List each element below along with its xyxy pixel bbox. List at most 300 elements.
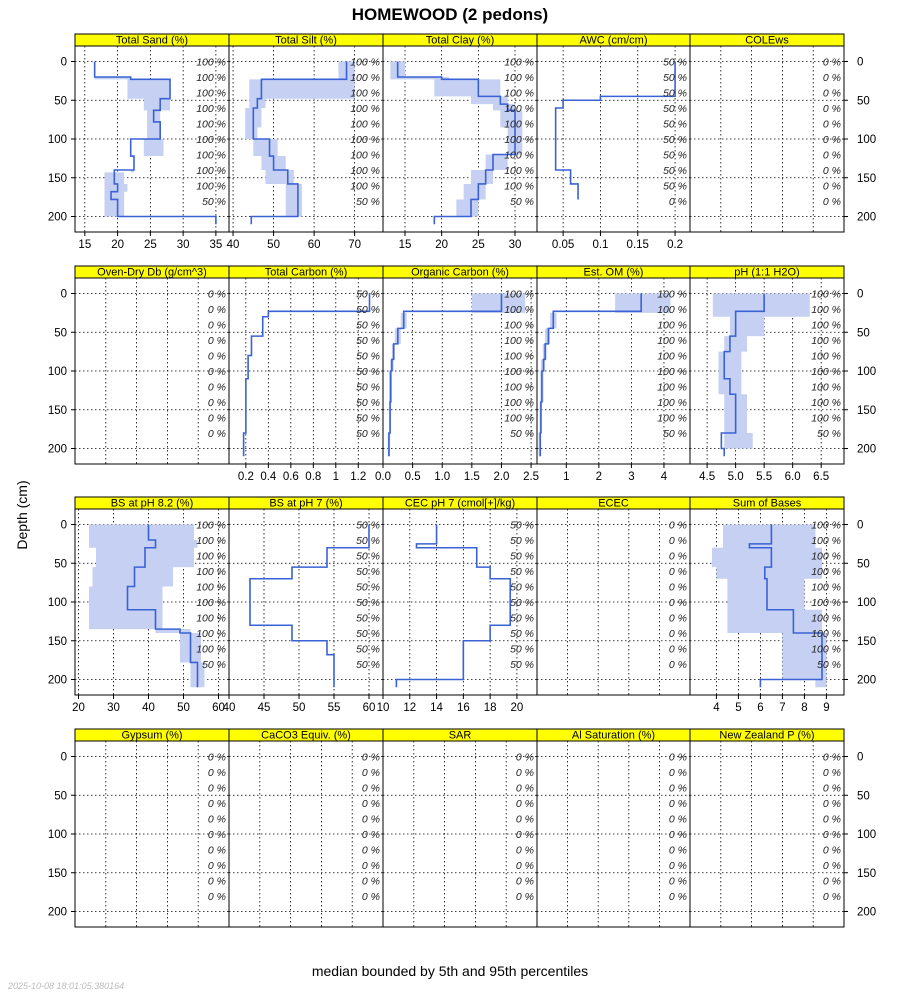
x-tick-label: 16 (456, 702, 470, 714)
panel-row-label: 0 % (822, 196, 841, 208)
panel-row-label: 0 % (207, 891, 226, 903)
panel-title: Oven-Dry Db (g/cm^3) (97, 266, 207, 279)
x-tick-label: 6.0 (784, 471, 801, 483)
y-tick-label: 100 (47, 597, 67, 609)
y-tick-label: 150 (47, 635, 67, 648)
panel-row-label: 100 % (504, 304, 534, 316)
x-tick-label: 6.5 (813, 471, 830, 483)
panel-row-label: 50 % (663, 87, 687, 100)
panel-14 (690, 497, 876, 714)
x-tick-label: 7 (779, 702, 786, 714)
panel-row-label: 100 % (811, 335, 841, 347)
panel-row-label: 100 % (504, 288, 534, 301)
panel-row-label: 50 % (356, 381, 380, 394)
y-tick-label: 150 (47, 404, 67, 417)
panel-title: Organic Carbon (%) (411, 266, 509, 279)
panel-row-label: 0 % (822, 134, 841, 146)
panel-row-label: 0 % (515, 875, 534, 888)
panel-row-label: 0 % (822, 103, 841, 115)
panel-row-label: 0 % (361, 813, 380, 826)
y-tick-label: 150 (47, 867, 67, 880)
x-tick-label: 0.2 (237, 471, 254, 483)
y-tick-label: 50 (857, 95, 870, 108)
panel-15 (48, 729, 229, 927)
panel-row-label: 0 % (361, 782, 380, 795)
panel-title: Est. OM (%) (583, 266, 644, 279)
panel-7 (375, 266, 539, 483)
panel-row-label: 50 % (356, 566, 380, 578)
panel-row-label: 100 % (196, 87, 226, 100)
x-tick-label: 0.1 (592, 239, 609, 251)
panel-title: Total Clay (%) (425, 34, 495, 47)
panel-16 (229, 729, 383, 927)
panel-row-label: 0 % (207, 875, 226, 888)
panel-row-label: 50 % (356, 366, 380, 378)
x-tick-label: 1.2 (350, 471, 367, 483)
panel-row-label: 50 % (510, 659, 534, 671)
panel-row-label: 100 % (504, 134, 534, 146)
panel-row-label: 100 % (196, 643, 226, 656)
panel-row-label: 100 % (504, 72, 534, 84)
panel-row-label: 50 % (663, 134, 687, 146)
x-tick-label: 40 (222, 702, 236, 714)
y-tick-label: 150 (47, 172, 67, 185)
panel-row-label: 100 % (811, 397, 841, 409)
y-tick-label: 100 (857, 134, 877, 146)
panel-row-label: 50 % (356, 288, 380, 301)
x-tick-label: 20 (72, 702, 85, 714)
panel-title: New Zealand P (%) (719, 729, 815, 742)
panel-row-label: 0 % (822, 87, 841, 100)
panel-row-label: 0 % (207, 335, 226, 347)
x-tick-label: 12 (403, 702, 417, 714)
x-tick-label: 1.5 (463, 471, 480, 483)
x-tick-label: 4.5 (699, 471, 716, 483)
x-tick-label: 50 (267, 239, 280, 251)
panel-row-label: 0 % (668, 566, 687, 578)
panel-row-label: 0 % (822, 844, 841, 857)
panel-row-label: 0 % (822, 829, 841, 841)
panel-row-label: 50 % (510, 196, 534, 208)
panel-row-label: 0 % (668, 844, 687, 857)
panel-row-label: 0 % (515, 829, 534, 841)
x-tick-label: 0.0 (375, 471, 391, 483)
panel-row-label: 0 % (822, 860, 841, 872)
panel-title: Total Silt (%) (275, 34, 337, 47)
x-tick-label: 20 (111, 239, 124, 251)
panel-row-label: 100 % (196, 118, 226, 131)
x-tick-label: 30 (508, 239, 522, 251)
x-tick-label: 1 (563, 471, 570, 483)
panel-row-label: 100 % (657, 397, 687, 409)
panel-row-label: 100 % (196, 103, 226, 115)
y-tick-label: 200 (47, 674, 67, 687)
panel-row-label: 0 % (515, 813, 534, 826)
panel-row-label: 50 % (510, 550, 534, 563)
panel-row-label: 0 % (822, 813, 841, 826)
panel-row-label: 0 % (361, 891, 380, 903)
timestamp-label: 2025-10-08 18:01:05.380164 (8, 981, 125, 991)
panel-row-label: 0 % (822, 149, 841, 162)
panel-row-label: 100 % (504, 165, 534, 177)
x-tick-label: 50 (177, 702, 190, 714)
y-tick-label: 200 (857, 443, 877, 456)
y-tick-label: 200 (857, 211, 877, 224)
y-tick-label: 150 (857, 404, 877, 417)
panel-row-label: 100 % (657, 381, 687, 394)
panel-row-label: 100 % (196, 519, 226, 532)
panel-row-label: 0 % (668, 597, 687, 609)
panel-row-label: 100 % (811, 643, 841, 656)
panel-row-label: 0 % (668, 581, 687, 594)
y-tick-label: 0 (60, 56, 67, 69)
panel-row-label: 50 % (663, 103, 687, 115)
panel-row-label: 100 % (811, 304, 841, 316)
panel-row-label: 100 % (811, 519, 841, 532)
x-tick-label: 30 (107, 702, 120, 714)
x-tick-label: 3 (628, 471, 635, 483)
y-tick-label: 0 (857, 288, 864, 301)
panel-row-label: 100 % (504, 381, 534, 394)
panel-row-label: 100 % (350, 180, 380, 193)
panel-row-label: 50 % (356, 412, 380, 425)
x-tick-label: 20 (435, 239, 449, 251)
x-tick-label: 60 (212, 702, 225, 714)
panel-row-label: 0 % (515, 891, 534, 903)
panel-row-label: 50 % (510, 597, 534, 609)
x-tick-label: 25 (143, 239, 157, 251)
panel-row-label: 0 % (668, 628, 687, 640)
panel-5 (48, 266, 229, 464)
panel-row-label: 0 % (361, 798, 380, 810)
y-tick-label: 50 (54, 790, 67, 803)
x-tick-label: 0.6 (282, 471, 299, 483)
panel-row-label: 0 % (207, 767, 226, 779)
y-tick-label: 200 (47, 443, 67, 456)
y-tick-label: 50 (857, 558, 870, 571)
x-tick-label: 60 (307, 239, 321, 251)
panel-row-label: 100 % (811, 597, 841, 609)
panel-row-label: 50 % (356, 304, 380, 316)
x-tick-label: 2 (595, 471, 603, 483)
x-tick-label: 35 (209, 239, 223, 251)
panel-row-label: 0 % (822, 56, 841, 69)
panel-row-label: 100 % (504, 366, 534, 378)
y-tick-label: 50 (54, 327, 67, 340)
y-tick-label: 100 (857, 829, 877, 841)
panel-title: Al Saturation (%) (571, 729, 656, 742)
x-tick-label: 55 (327, 702, 341, 714)
panel-row-label: 100 % (657, 335, 687, 347)
panel-row-label: 100 % (350, 118, 380, 131)
panel-title: Total Sand (%) (115, 34, 189, 47)
panel-row-label: 50 % (817, 659, 841, 671)
x-tick-label: 50 (292, 702, 306, 714)
panel-row-label: 100 % (196, 165, 226, 177)
panel-title: Sum of Bases (732, 497, 802, 510)
y-tick-label: 50 (857, 327, 870, 340)
panel-title: CEC pH 7 (cmol[+]/kg) (404, 497, 516, 510)
panel-row-label: 50 % (663, 165, 687, 177)
panel-row-label: 50 % (202, 659, 226, 671)
panel-row-label: 100 % (657, 366, 687, 378)
x-tick-label: 10 (376, 702, 390, 714)
panel-row-label: 50 % (510, 628, 534, 640)
panel-row-label: 0 % (207, 844, 226, 857)
panel-row-label: 0 % (207, 288, 226, 301)
panel-0 (48, 34, 229, 251)
panel-row-label: 50 % (510, 581, 534, 594)
y-tick-label: 0 (60, 288, 67, 301)
panel-row-label: 50 % (663, 149, 687, 162)
panel-row-label: 50 % (510, 612, 534, 625)
x-tick-label: 0.4 (260, 471, 277, 483)
y-tick-label: 200 (857, 674, 877, 687)
panel-row-label: 0 % (822, 891, 841, 903)
panel-row-label: 100 % (196, 149, 226, 162)
panel-row-label: 0 % (822, 875, 841, 888)
panel-row-label: 50 % (356, 535, 380, 547)
panel-row-label: 0 % (515, 751, 534, 764)
y-tick-label: 100 (47, 366, 67, 378)
panel-row-label: 0 % (207, 829, 226, 841)
panel-row-label: 0 % (822, 751, 841, 764)
y-axis-label: Depth (cm) (14, 480, 30, 550)
x-tick-label: 2.0 (493, 471, 510, 483)
panel-row-label: 50 % (663, 180, 687, 193)
panel-title: SAR (448, 729, 472, 742)
panel-row-label: 100 % (657, 319, 687, 332)
panel-row-label: 0 % (515, 860, 534, 872)
panel-row-label: 0 % (515, 767, 534, 779)
panel-row-label: 100 % (657, 412, 687, 425)
x-tick-label: 1.0 (434, 471, 451, 483)
panel-row-label: 100 % (196, 56, 226, 69)
panel-row-label: 50 % (356, 350, 380, 363)
panel-row-label: 100 % (811, 412, 841, 425)
panel-row-label: 0 % (668, 751, 687, 764)
x-tick-label: 15 (78, 239, 92, 251)
panel-row-label: 100 % (504, 180, 534, 193)
panel-row-label: 50 % (356, 628, 380, 640)
panel-row-label: 0 % (207, 798, 226, 810)
panel-row-label: 50 % (356, 519, 380, 532)
panel-row-label: 0 % (207, 751, 226, 764)
panel-9 (690, 266, 876, 483)
panel-row-label: 100 % (196, 550, 226, 563)
panel-row-label: 50 % (510, 535, 534, 547)
y-tick-label: 100 (857, 597, 877, 609)
panel-row-label: 100 % (196, 134, 226, 146)
panel-row-label: 100 % (504, 335, 534, 347)
panel-17 (383, 729, 537, 927)
panel-row-label: 100 % (657, 304, 687, 316)
panel-row-label: 0 % (668, 875, 687, 888)
panel-row-label: 100 % (350, 56, 380, 69)
panel-row-label: 0 % (668, 829, 687, 841)
panel-row-label: 0 % (515, 782, 534, 795)
panel-row-label: 0 % (207, 350, 226, 363)
median-line (250, 525, 369, 688)
panel-row-label: 50 % (356, 612, 380, 625)
panel-row-label: 0 % (207, 366, 226, 378)
panel-row-label: 100 % (196, 566, 226, 578)
panel-row-label: 0 % (668, 519, 687, 532)
panel-row-label: 50 % (663, 118, 687, 131)
panel-row-label: 100 % (504, 397, 534, 409)
panel-4 (690, 34, 876, 232)
x-tick-label: 1 (332, 471, 339, 483)
x-tick-label: 18 (483, 702, 497, 714)
x-tick-label: 45 (257, 702, 271, 714)
y-tick-label: 150 (857, 867, 877, 880)
panel-row-label: 50 % (510, 566, 534, 578)
panel-row-label: 100 % (811, 381, 841, 394)
panel-row-label: 0 % (668, 767, 687, 779)
panel-13 (537, 497, 690, 695)
x-tick-label: 0.2 (667, 239, 684, 251)
panel-3 (537, 34, 690, 251)
y-tick-label: 150 (857, 635, 877, 648)
panel-6 (229, 266, 383, 483)
panel-2 (383, 34, 537, 251)
panel-row-label: 0 % (822, 798, 841, 810)
x-tick-label: 15 (398, 239, 412, 251)
percentile-band (539, 294, 671, 457)
x-tick-label: 0.05 (551, 239, 575, 251)
x-tick-label: 0.5 (404, 471, 421, 483)
x-tick-label: 5.5 (756, 471, 773, 483)
panel-row-label: 0 % (207, 428, 226, 440)
panel-12 (377, 497, 537, 714)
y-tick-label: 0 (857, 56, 864, 69)
panel-row-label: 100 % (350, 165, 380, 177)
panel-row-label: 100 % (196, 180, 226, 193)
panel-title: CaCO3 Equiv. (%) (261, 729, 351, 742)
panel-row-label: 0 % (822, 165, 841, 177)
panel-row-label: 0 % (361, 844, 380, 857)
panel-10 (48, 497, 229, 714)
x-tick-label: 0.15 (626, 239, 649, 251)
panel-row-label: 0 % (361, 767, 380, 779)
x-tick-label: 20 (510, 702, 524, 714)
panel-row-label: 100 % (811, 612, 841, 625)
x-tick-label: 40 (226, 239, 240, 251)
x-tick-label: 5.0 (727, 471, 744, 483)
y-tick-label: 0 (60, 751, 67, 764)
panel-row-label: 0 % (207, 412, 226, 425)
y-tick-label: 100 (857, 366, 877, 378)
panel-row-label: 100 % (504, 103, 534, 115)
panel-row-label: 0 % (361, 875, 380, 888)
panel-row-label: 0 % (668, 535, 687, 547)
panel-row-label: 100 % (504, 319, 534, 332)
panel-row-label: 50 % (356, 335, 380, 347)
chart-footer: median bounded by 5th and 95th percentiles (311, 963, 589, 979)
panel-row-label: 0 % (207, 397, 226, 409)
panel-row-label: 100 % (811, 535, 841, 547)
panel-row-label: 100 % (811, 366, 841, 378)
y-tick-label: 200 (47, 211, 67, 224)
panel-row-label: 50 % (663, 72, 687, 84)
panel-row-label: 0 % (361, 829, 380, 841)
panel-title: Total Carbon (%) (264, 266, 348, 279)
panel-row-label: 50 % (356, 597, 380, 609)
y-tick-label: 150 (857, 172, 877, 185)
chart-title: HOMEWOOD (2 pedons) (351, 5, 549, 24)
panel-row-label: 0 % (668, 782, 687, 795)
panel-19 (690, 729, 876, 927)
y-tick-label: 50 (857, 790, 870, 803)
panel-title: BS at pH 7 (%) (269, 497, 343, 510)
panel-row-label: 0 % (668, 643, 687, 656)
panel-row-label: 50 % (817, 428, 841, 440)
panel-title: ECEC (598, 497, 629, 510)
percentile-band (713, 294, 810, 457)
panel-row-label: 0 % (668, 550, 687, 563)
x-tick-label: 60 (362, 702, 376, 714)
y-tick-label: 100 (47, 829, 67, 841)
panel-row-label: 0 % (361, 751, 380, 764)
panel-row-label: 100 % (504, 56, 534, 69)
panel-row-label: 100 % (350, 103, 380, 115)
x-tick-label: 6 (757, 702, 764, 714)
panel-row-label: 0 % (207, 782, 226, 795)
y-tick-label: 100 (47, 134, 67, 146)
panel-title: AWC (cm/cm) (579, 34, 648, 47)
panel-row-label: 50 % (510, 643, 534, 656)
panel-row-label: 0 % (668, 196, 687, 208)
x-tick-label: 4 (713, 702, 720, 714)
panel-11 (223, 497, 383, 714)
x-tick-label: 25 (471, 239, 485, 251)
panel-title: pH (1:1 H2O) (734, 266, 800, 279)
panel-row-label: 50 % (202, 196, 226, 208)
panel-row-label: 0 % (207, 304, 226, 316)
panel-row-label: 100 % (811, 350, 841, 363)
panel-row-label: 50 % (663, 428, 687, 440)
panel-row-label: 0 % (207, 319, 226, 332)
panel-title: COLEws (745, 34, 789, 47)
panel-1 (227, 34, 383, 251)
panel-row-label: 50 % (356, 428, 380, 440)
percentile-band (390, 62, 522, 225)
panel-row-label: 50 % (356, 550, 380, 563)
x-tick-label: 14 (430, 702, 443, 714)
x-tick-label: 9 (823, 702, 830, 714)
panel-row-label: 0 % (668, 891, 687, 903)
panel-row-label: 0 % (822, 782, 841, 795)
x-tick-label: 4 (660, 471, 668, 483)
panel-row-label: 0 % (668, 612, 687, 625)
y-tick-label: 0 (60, 519, 67, 532)
panel-row-label: 0 % (668, 798, 687, 810)
y-tick-label: 200 (47, 906, 67, 919)
panel-row-label: 0 % (207, 860, 226, 872)
panel-row-label: 0 % (668, 659, 687, 671)
panel-row-label: 100 % (350, 149, 380, 162)
panel-row-label: 100 % (350, 134, 380, 146)
panel-8 (537, 266, 690, 483)
median-line (556, 62, 675, 200)
panel-row-label: 100 % (196, 535, 226, 547)
panel-row-label: 50 % (510, 519, 534, 532)
panel-row-label: 100 % (350, 72, 380, 84)
panel-row-label: 0 % (822, 72, 841, 84)
panel-row-label: 100 % (504, 87, 534, 100)
x-tick-label: 70 (348, 239, 362, 251)
panel-row-label: 0 % (207, 813, 226, 826)
